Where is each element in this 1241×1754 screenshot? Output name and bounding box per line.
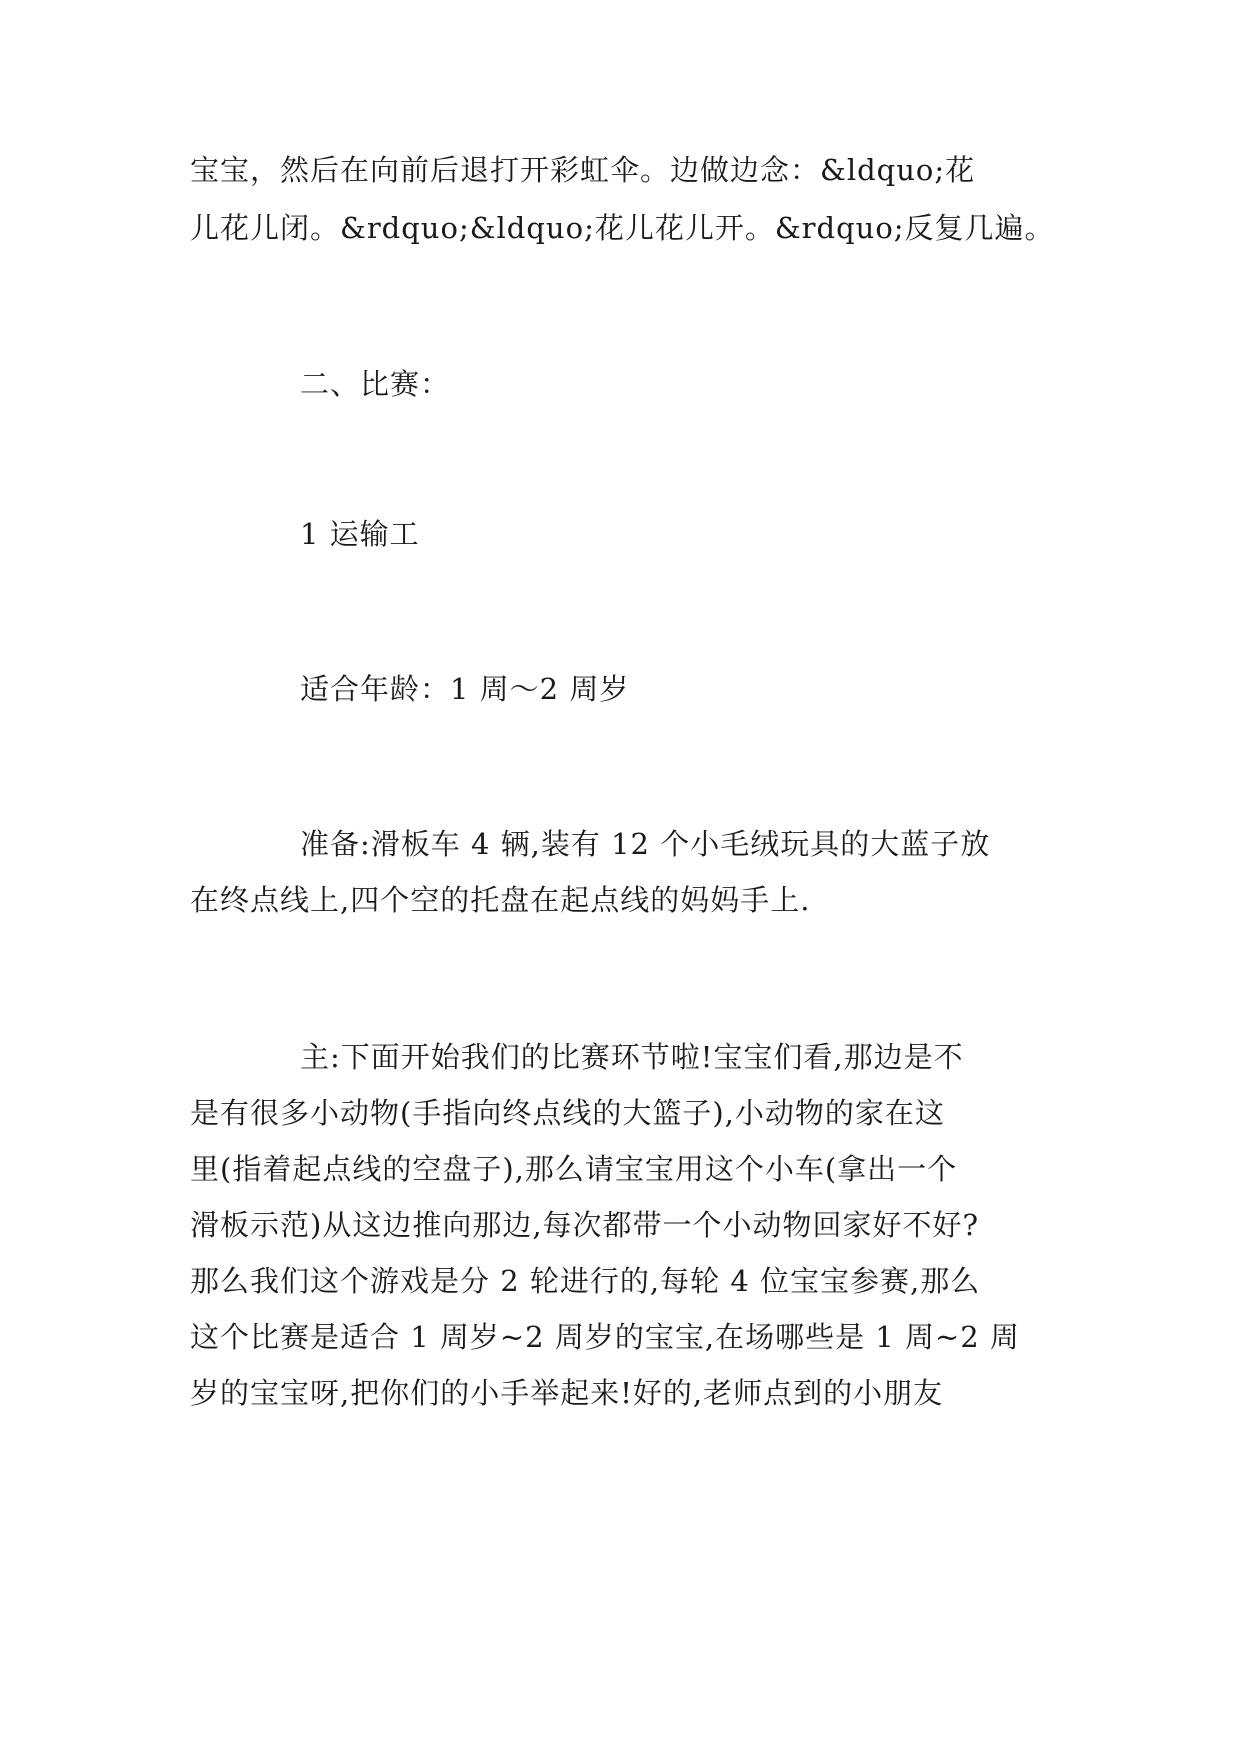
host-speech-line: 是有很多小动物(手指向终点线的大篮子),小动物的家在这 — [190, 1096, 945, 1130]
host-speech-line: 里(指着起点线的空盘子),那么请宝宝用这个小车(拿出一个 — [190, 1152, 958, 1186]
paragraph-line: 宝宝，然后在向前后退打开彩虹伞。边做边念：&ldquo;花 — [190, 153, 976, 187]
host-speech-line: 主:下面开始我们的比赛环节啦!宝宝们看,那边是不 — [300, 1040, 964, 1074]
game-title: 1 运输工 — [300, 517, 420, 551]
paragraph-line: 儿花儿闭。&rdquo;&ldquo;花儿花儿开。&rdquo;反复几遍。 — [190, 211, 1055, 245]
host-speech-line: 滑板示范)从这边推向那边,每次都带一个小动物回家好不好? — [190, 1208, 980, 1242]
host-speech-line: 这个比赛是适合 1 周岁~2 周岁的宝宝,在场哪些是 1 周~2 周 — [190, 1320, 1020, 1354]
host-speech-line: 岁的宝宝呀,把你们的小手举起来!好的,老师点到的小朋友 — [190, 1376, 944, 1410]
host-speech-line: 那么我们这个游戏是分 2 轮进行的,每轮 4 位宝宝参赛,那么 — [190, 1264, 981, 1298]
age-requirement: 适合年龄：1 周～2 周岁 — [300, 672, 630, 706]
preparation-line: 在终点线上,四个空的托盘在起点线的妈妈手上. — [190, 883, 811, 917]
section-heading-competition: 二、比赛： — [300, 367, 451, 401]
preparation-line: 准备:滑板车 4 辆,装有 12 个小毛绒玩具的大蓝子放 — [300, 827, 991, 861]
